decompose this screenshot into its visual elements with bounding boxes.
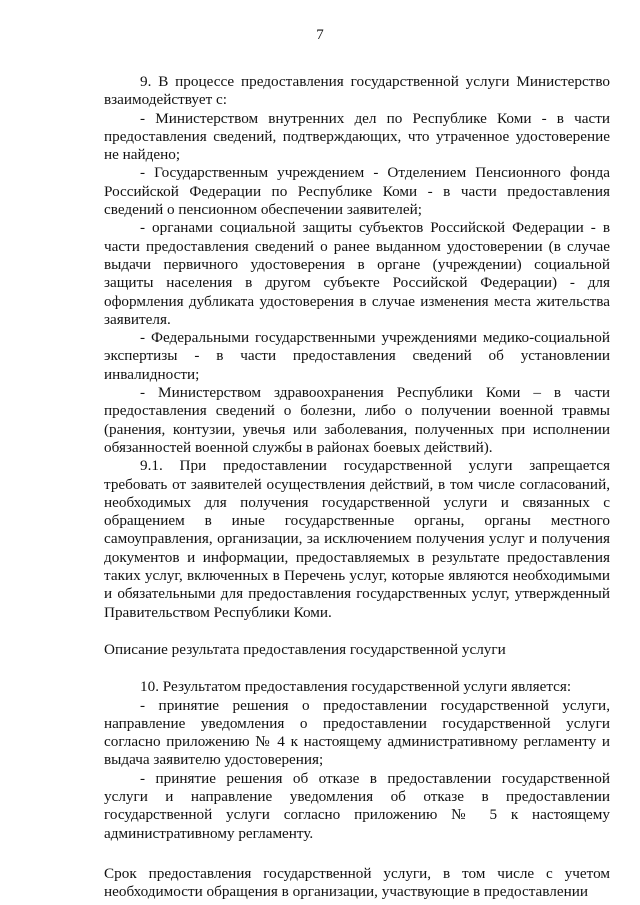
paragraph-10-item-2: - принятие решения об отказе в предоставлении государственной услуги и направление уведомления об отказе в предоставлении государственной услуги согласно приложению № 5 к настоящему административному регламенту.: [104, 769, 610, 842]
section-heading-result: Описание результата предоставления государственной услуги: [104, 640, 506, 658]
paragraph-9-item-1: - Министерством внутренних дел по Республике Коми - в части предоставления сведений, подтверждающих, что утраченное удостоверение не найдено;: [104, 109, 610, 164]
paragraph-9-item-5: - Министерством здравоохранения Республики Коми – в части предоставления сведений о болезни, либо о получении военной травмы (ранения, контузии, увечья или заболевания, полученных при исполнении обязанностей военной службы в районах боевых действий).: [104, 384, 610, 456]
paragraph-9: 9. В процессе предоставления государственной услуги Министерство взаимодействует с:: [104, 73, 610, 109]
page-number: 7: [316, 27, 324, 43]
paragraph-9-1: 9.1. При предоставлении государственной услуги запрещается требовать от заявителей осуществления действий, в том числе согласований, необходимых для получения государственной услуги и связанных с обращением в иные государственные органы, органы местного самоуправления, организации, за исключением получения услуг и получения документов и информации, предоставляемых в результате предоставления таких услуг, включенных в Перечень услуг, которые являются необходимыми и обязательными для предоставления государственных услуг, утвержденный Правительством Республики Коми.: [104, 457, 610, 621]
paragraph-9-item-4: - Федеральными государственными учреждениями медико-социальной экспертизы - в части предоставления сведений об установлении инвалидности;: [104, 329, 610, 383]
paragraph-9-item-3: - органами социальной защиты субъектов Российской Федерации - в части предоставления сведений о ранее выданном удостоверении (в случае выдачи первичного удостоверения в органе (учреждении) социальной защиты населения в другом субъекте Российской Федерации) - для оформления дубликата удостоверения в случае изменения места жительства заявителя.: [104, 219, 610, 328]
section-heading-term: Срок предоставления государственной услуги, в том числе с учетом необходимости обращения в организации, участвующие в предоставлении: [104, 864, 610, 901]
paragraph-10: 10. Результатом предоставления государственной услуги является:: [140, 678, 572, 696]
paragraph-9-item-2: - Государственным учреждением - Отделением Пенсионного фонда Российской Федерации по Республике Коми - в части предоставления сведений о пенсионном обеспечении заявителей;: [104, 164, 610, 219]
paragraph-10-item-1: - принятие решения о предоставлении государственной услуги, направление уведомления о предоставлении государственной услуги согласно приложению № 4 к настоящему административному регламенту и выдача заявителю удостоверения;: [104, 696, 610, 769]
document-body: [104, 73, 610, 901]
